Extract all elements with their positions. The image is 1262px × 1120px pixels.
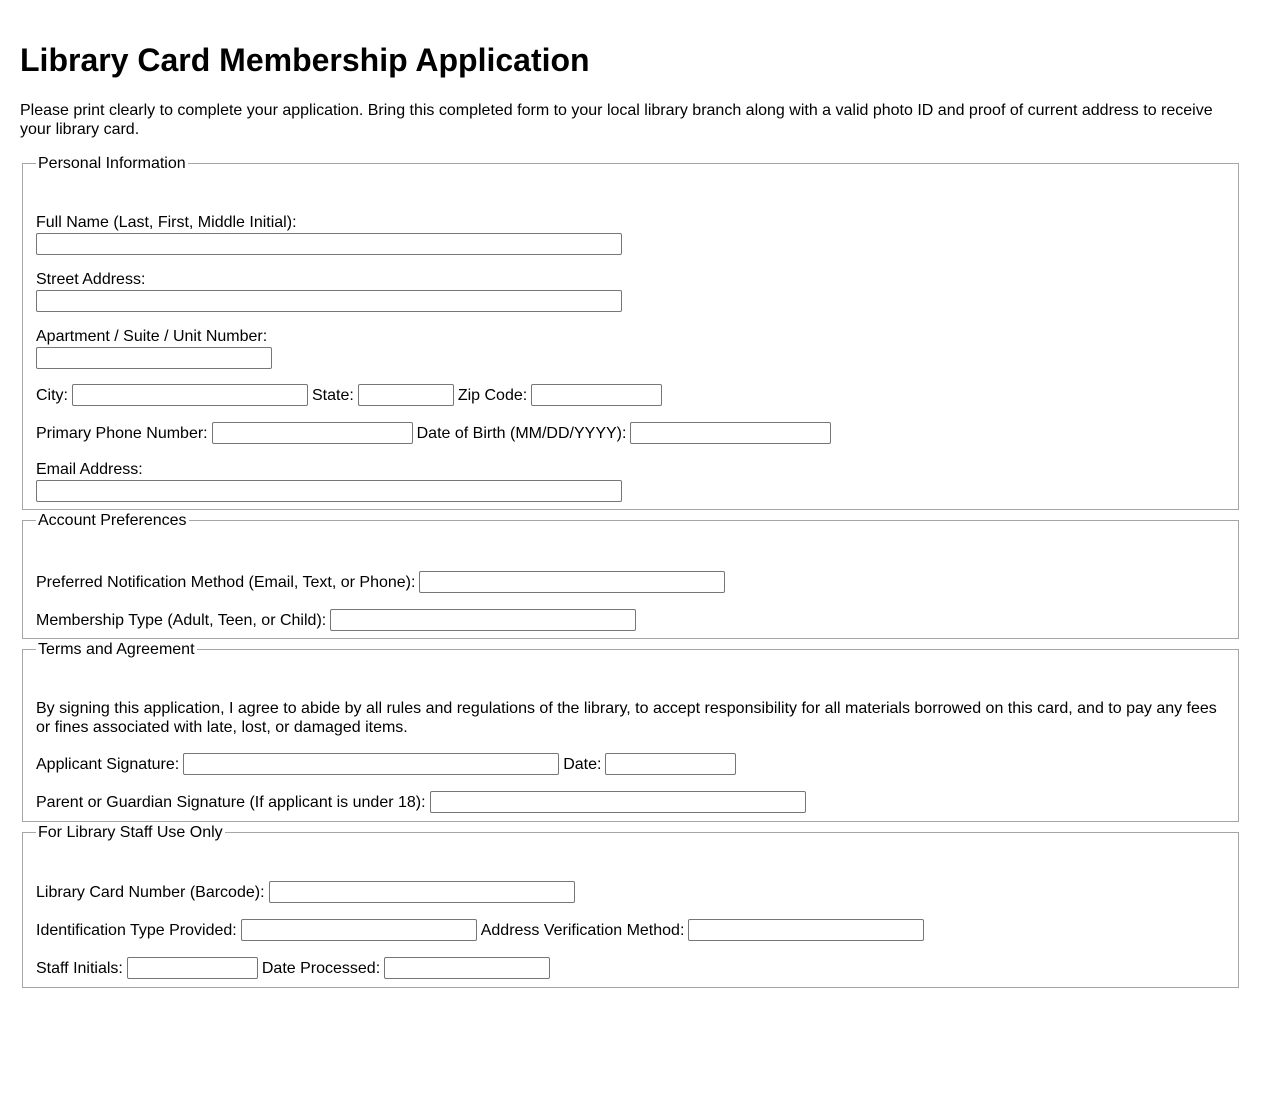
phone-label: Primary Phone Number: bbox=[36, 424, 208, 442]
applicant-signature-label: Applicant Signature: bbox=[36, 755, 180, 773]
signature-row bbox=[36, 752, 740, 776]
city-label: City: bbox=[36, 386, 68, 404]
terms-section bbox=[22, 640, 1239, 822]
city-state-zip-row bbox=[36, 383, 666, 407]
state-label: State: bbox=[312, 386, 354, 404]
notification-row bbox=[36, 570, 729, 594]
card-number-row bbox=[36, 880, 579, 904]
email-input[interactable] bbox=[36, 480, 622, 502]
address-verification-label: Address Verification Method: bbox=[480, 921, 685, 939]
membership-type-label: Membership Type (Adult, Teen, or Child): bbox=[36, 611, 327, 629]
street-address-label: Street Address: bbox=[36, 271, 146, 288]
apartment-input[interactable] bbox=[36, 347, 272, 369]
processing-row bbox=[36, 956, 554, 980]
zip-code-label: Zip Code: bbox=[457, 386, 528, 404]
phone-dob-row bbox=[36, 421, 835, 445]
personal-information-legend: Personal Information bbox=[38, 155, 186, 172]
notification-method-input[interactable] bbox=[419, 571, 725, 593]
signature-date-input[interactable] bbox=[605, 753, 736, 775]
guardian-row bbox=[36, 790, 810, 814]
date-of-birth-label: Date of Birth (MM/DD/YYYY): bbox=[416, 424, 627, 442]
guardian-signature-label: Parent or Guardian Signature (If applicant is under 18): bbox=[36, 793, 426, 811]
identification-row bbox=[36, 918, 928, 942]
state-input[interactable] bbox=[358, 384, 454, 406]
full-name-group bbox=[36, 213, 622, 255]
full-name-input[interactable] bbox=[36, 233, 622, 255]
date-of-birth-input[interactable] bbox=[630, 422, 831, 444]
city-input[interactable] bbox=[72, 384, 308, 406]
membership-type-input[interactable] bbox=[330, 609, 636, 631]
signature-date-label: Date: bbox=[563, 755, 602, 773]
card-number-input[interactable] bbox=[269, 881, 575, 903]
staff-use-legend: For Library Staff Use Only bbox=[38, 824, 223, 841]
apartment-label: Apartment / Suite / Unit Number: bbox=[36, 328, 268, 345]
terms-legend: Terms and Agreement bbox=[38, 641, 195, 658]
id-type-label: Identification Type Provided: bbox=[36, 921, 237, 939]
date-processed-input[interactable] bbox=[384, 957, 550, 979]
guardian-signature-input[interactable] bbox=[430, 791, 806, 813]
street-address-input[interactable] bbox=[36, 290, 622, 312]
email-group bbox=[36, 460, 622, 502]
zip-code-input[interactable] bbox=[531, 384, 662, 406]
full-name-label: Full Name (Last, First, Middle Initial): bbox=[36, 214, 297, 231]
address-verification-input[interactable] bbox=[688, 919, 924, 941]
staff-initials-label: Staff Initials: bbox=[36, 959, 123, 977]
staff-use-section bbox=[22, 823, 1239, 988]
account-preferences-section bbox=[22, 511, 1239, 639]
personal-information-section bbox=[22, 154, 1239, 510]
date-processed-label: Date Processed: bbox=[261, 959, 381, 977]
notification-method-label: Preferred Notification Method (Email, Text, or Phone): bbox=[36, 573, 416, 591]
page-title: Library Card Membership Application bbox=[20, 42, 590, 78]
account-preferences-legend: Account Preferences bbox=[38, 512, 187, 529]
intro-text: Please print clearly to complete your application. Bring this completed form to your local library branch along with a valid photo ID and proof of current address to receive your library card. bbox=[20, 102, 1213, 138]
membership-row bbox=[36, 608, 640, 632]
card-number-label: Library Card Number (Barcode): bbox=[36, 883, 265, 901]
id-type-input[interactable] bbox=[241, 919, 477, 941]
email-label: Email Address: bbox=[36, 461, 143, 478]
terms-text: By signing this application, I agree to abide by all rules and regulations of the library, to accept responsibility for all materials borrowed on this card, and to pay any fees or fines associated with late, lost, or damaged items. bbox=[36, 700, 1217, 736]
applicant-signature-input[interactable] bbox=[183, 753, 559, 775]
apartment-group bbox=[36, 327, 272, 369]
phone-input[interactable] bbox=[212, 422, 413, 444]
street-address-group bbox=[36, 270, 622, 312]
staff-initials-input[interactable] bbox=[127, 957, 258, 979]
